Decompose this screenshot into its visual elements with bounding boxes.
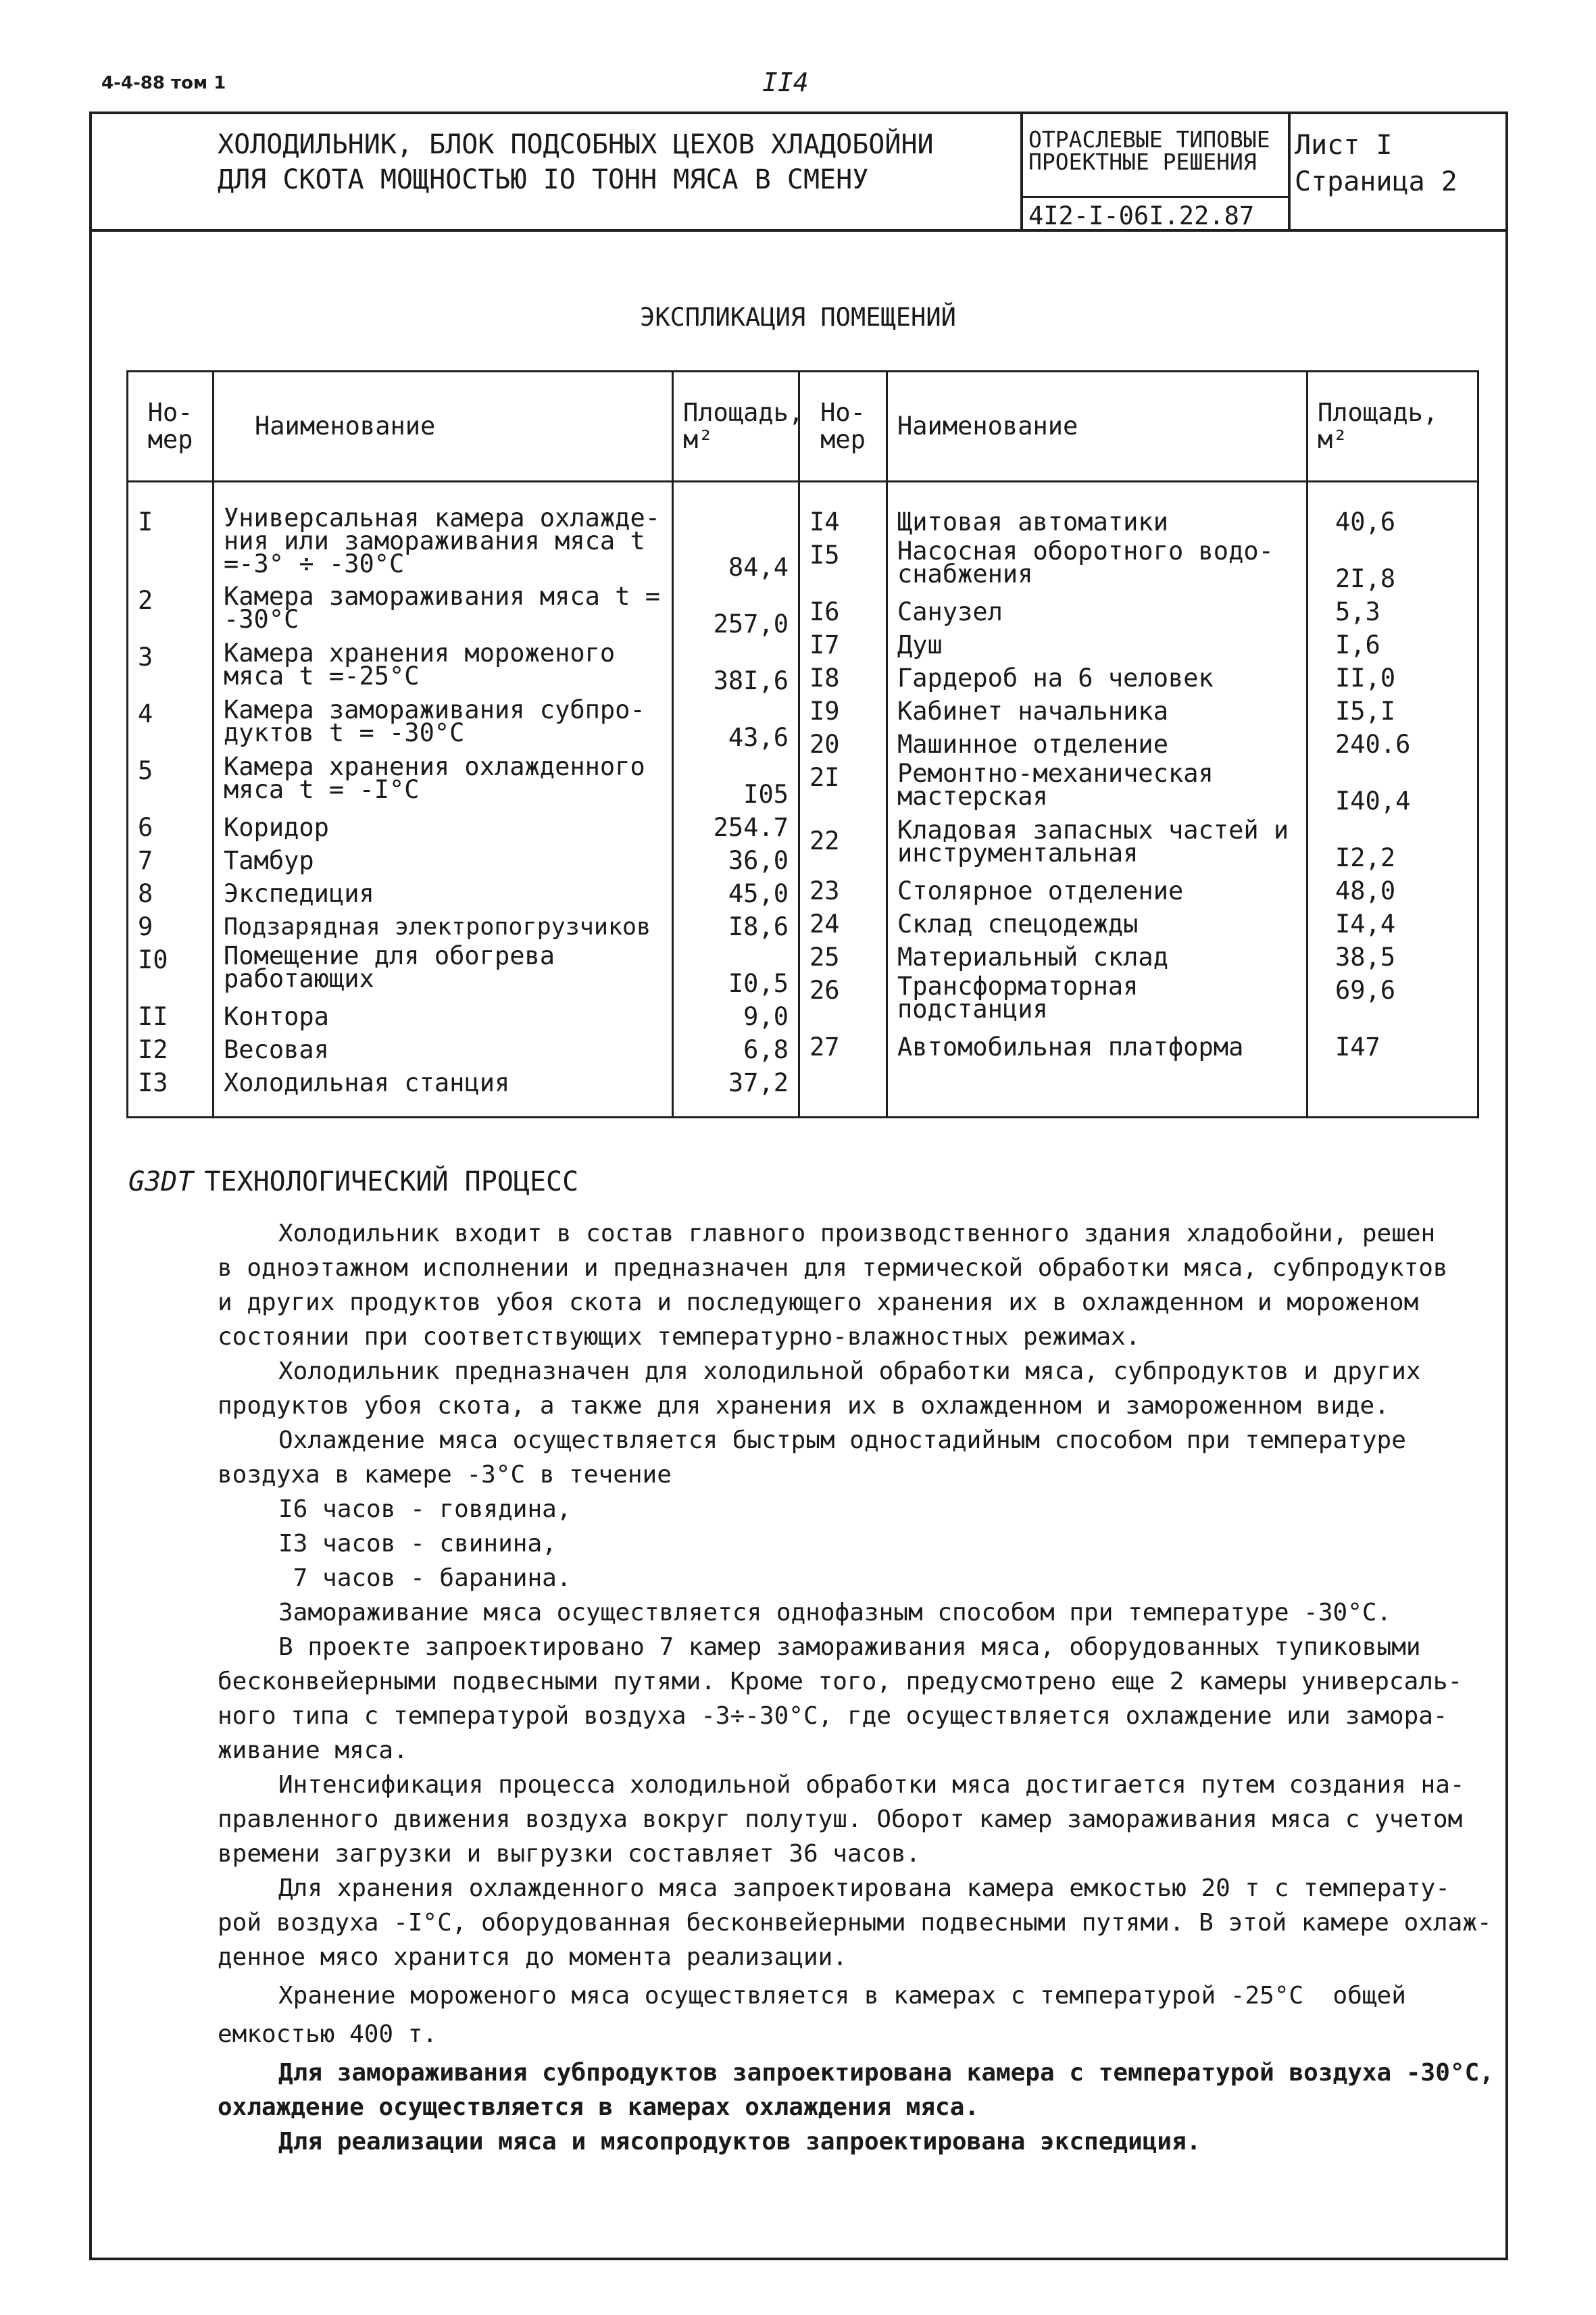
text-line: денное мясо хранится до момента реализации.	[218, 1943, 847, 1971]
room-name: Кладовая запасных частей и инструментальная	[897, 819, 1289, 868]
title-block-divider	[1020, 111, 1023, 232]
col-header-area: Площадь, м²	[1307, 372, 1478, 482]
text-line: В проекте запроектировано 7 камер замораживания мяса, оборудованных тупиковыми	[278, 1633, 1421, 1661]
room-area: 9,0	[743, 1002, 789, 1031]
room-area: I,6	[1335, 630, 1380, 659]
room-name: Автомобильная платформа	[897, 1032, 1244, 1062]
room-area: 254.7	[713, 813, 789, 842]
room-number: 3	[138, 643, 153, 672]
room-name: Тамбур	[224, 846, 314, 875]
room-name: Гардероб на 6 человек	[897, 664, 1214, 693]
room-area: I8,6	[728, 912, 789, 941]
room-area: 240.6	[1335, 730, 1411, 759]
text-line: живание мяса.	[218, 1737, 408, 1764]
room-name: Универсальная камера охлажде-ния или замораживания мяса t =-3° ÷ -30°С	[224, 507, 661, 578]
room-name: Экспедиция	[224, 879, 374, 908]
text-line: емкостью 400 т.	[218, 2020, 438, 2048]
room-area: 36,0	[728, 846, 789, 875]
col-header-number: Но- мер	[799, 372, 887, 482]
text-line: I6 часов - говядина,	[278, 1495, 572, 1523]
title-block-divider	[1023, 196, 1288, 198]
room-name: Коридор	[224, 813, 329, 842]
room-number: 9	[138, 912, 153, 941]
table-header-row	[128, 372, 1478, 482]
text-line: Холодильник предназначен для холодильной обработки мяса, субпродуктов и других	[278, 1358, 1421, 1385]
text-line: Холодильник входит в состав главного производственного здания хладобойни, решен	[278, 1220, 1436, 1247]
room-area: I40,4	[1335, 787, 1411, 816]
room-area: 38I,6	[713, 666, 789, 695]
text-line: Замораживание мяса осуществляется однофазным способом при температуре -30°С.	[278, 1599, 1392, 1626]
room-number: I3	[138, 1068, 168, 1097]
room-number: I8	[809, 664, 840, 693]
room-area: 2I,8	[1335, 564, 1396, 593]
room-number: 27	[809, 1032, 840, 1062]
room-name: Камера замораживания субпро-дуктов t = -30°С	[224, 699, 645, 747]
room-number: 2	[138, 586, 153, 615]
section-title: ТЕХНОЛОГИЧЕСКИЙ ПРОЦЕСС	[204, 1166, 579, 1197]
series-mark: 4-4-88 том 1	[101, 73, 226, 93]
col-header-area: Площадь, м²	[673, 372, 799, 482]
document-category: ОТРАСЛЕВЫЕ ТИПОВЫЕ ПРОЕКТНЫЕ РЕШЕНИЯ	[1028, 126, 1270, 175]
text-line: состоянии при соответствующих температурно-влажностных режимах.	[218, 1323, 1141, 1351]
room-number: 4	[138, 699, 153, 728]
right-name-column	[887, 482, 1307, 1118]
table-body-row	[128, 482, 1478, 1118]
room-name: Щитовая автоматики	[897, 507, 1168, 537]
room-name: Ремонтно-механическая мастерская	[897, 762, 1214, 811]
room-number: I9	[809, 697, 840, 726]
col-header-number: Но- мер	[128, 372, 214, 482]
room-number: I7	[809, 630, 840, 659]
room-number: 6	[138, 813, 153, 842]
room-number: I2	[138, 1035, 168, 1064]
room-number: 20	[809, 730, 840, 759]
room-area: 45,0	[728, 879, 789, 908]
page-label: Страница 2	[1295, 166, 1457, 197]
room-area: 38,5	[1335, 943, 1396, 972]
room-area: 40,6	[1335, 507, 1396, 537]
text-line: Хранение мороженого мяса осуществляется в камерах с температурой -25°С общей	[278, 1982, 1406, 2010]
text-line: времени загрузки и выгрузки составляет 36 часов.	[218, 1840, 921, 1868]
room-area: I05	[743, 780, 789, 809]
room-name: Контора	[224, 1002, 329, 1031]
room-number: I6	[809, 597, 840, 626]
col-header-name: Наименование	[214, 372, 673, 482]
room-area: II,0	[1335, 664, 1396, 693]
text-line: в одноэтажном исполнении и предназначен для термической обработки мяса, субпродуктов	[218, 1254, 1448, 1282]
room-number: 23	[809, 876, 840, 905]
room-number: I4	[809, 507, 840, 537]
room-area: 84,4	[728, 553, 789, 582]
left-area-column	[673, 482, 799, 1118]
room-number: 24	[809, 910, 840, 939]
left-number-column	[128, 482, 214, 1118]
explication-heading: ЭКСПЛИКАЦИЯ ПОМЕЩЕНИЙ	[640, 303, 956, 332]
room-name: Кабинет начальника	[897, 697, 1168, 726]
text-line: Для хранения охлажденного мяса запроектирована камера емкостью 20 т с температу-	[278, 1874, 1450, 1902]
room-number: 22	[809, 826, 840, 855]
room-number: II	[138, 1002, 168, 1031]
room-name: Помещение для обогрева работающих	[224, 945, 555, 993]
room-area: 5,3	[1335, 597, 1380, 626]
room-name: Санузел	[897, 597, 1003, 626]
room-area: I47	[1335, 1032, 1380, 1062]
page-number: II4	[762, 68, 809, 97]
room-name: Камера замораживания мяса t = -30°С	[224, 585, 661, 634]
room-number: I	[138, 507, 153, 537]
title-block-divider	[1288, 111, 1291, 232]
text-line: Интенсификация процесса холодильной обработки мяса достигается путем создания на-	[278, 1771, 1465, 1799]
room-area: I4,4	[1335, 910, 1396, 939]
text-line: рой воздуха -I°С, оборудованная бесконвейерными подвесными путями. В этой камере охлаж-	[218, 1909, 1492, 1937]
text-line: ного типа с температурой воздуха -3÷-30°С, где осуществляется охлаждение или замора-	[218, 1702, 1448, 1730]
room-number: 26	[809, 976, 840, 1005]
room-area: 43,6	[728, 723, 789, 752]
room-name: Трансформаторная подстанция	[897, 975, 1139, 1024]
room-area: 48,0	[1335, 876, 1396, 905]
left-name-column	[214, 482, 673, 1118]
room-name: Склад спецодежды	[897, 910, 1139, 939]
room-name: Материальный склад	[897, 943, 1168, 972]
text-line: Для замораживания субпродуктов запроектирована камера с температурой воздуха -30°С,	[278, 2059, 1494, 2087]
explication-table	[126, 370, 1479, 1118]
room-number: I5	[809, 541, 840, 570]
text-line: бесконвейерными подвесными путями. Кроме того, предусмотрено еще 2 камеры универсаль-	[218, 1668, 1463, 1695]
text-line: охлаждение осуществляется в камерах охлаждения мяса.	[218, 2093, 980, 2121]
room-area: 37,2	[728, 1068, 789, 1097]
room-name: Холодильная станция	[224, 1068, 510, 1097]
sheet-number: Лист I	[1295, 130, 1393, 161]
room-number: 7	[138, 846, 153, 875]
text-line: Охлаждение мяса осуществляется быстрым одностадийным способом при температуре	[278, 1426, 1406, 1454]
sheet-info	[1295, 127, 1457, 200]
room-name: Камера хранения мороженого мяса t =-25°С	[224, 642, 616, 691]
document-title: ХОЛОДИЛЬНИК, БЛОК ПОДСОБНЫХ ЦЕХОВ ХЛАДОБОЙНИ ДЛЯ СКОТА МОЩНОСТЬЮ IO ТОНН МЯСА В СМЕНУ	[218, 129, 934, 195]
right-area-column	[1307, 482, 1478, 1118]
right-number-column	[799, 482, 887, 1118]
room-name: Машинное отделение	[897, 730, 1168, 759]
room-number: 25	[809, 943, 840, 972]
room-name: Душ	[897, 630, 943, 659]
room-area: 257,0	[713, 609, 789, 639]
room-area: I0,5	[728, 969, 789, 998]
text-line: воздуха в камере -3°С в течение	[218, 1461, 672, 1489]
room-name: Камера хранения охлажденного мяса t = -I°С	[224, 755, 645, 804]
room-name: Подзарядная электропогрузчиков	[224, 914, 651, 941]
room-area: I5,I	[1335, 697, 1396, 726]
room-name: Весовая	[224, 1035, 329, 1064]
room-area: I2,2	[1335, 843, 1396, 872]
text-line: I3 часов - свинина,	[278, 1530, 557, 1558]
room-number: 8	[138, 879, 153, 908]
text-line: и других продуктов убоя скота и последующего хранения их в охлажденном и мороженом	[218, 1289, 1419, 1316]
room-number: 2I	[809, 763, 840, 792]
section-heading	[128, 1166, 578, 1197]
text-line: 7 часов - баранина.	[278, 1564, 572, 1592]
document-code: 4I2-I-06I.22.87	[1028, 201, 1255, 230]
text-line: правленного движения воздуха вокруг полутуш. Оборот камер замораживания мяса с учетом	[218, 1806, 1463, 1833]
process-text	[218, 1216, 1494, 2159]
room-name: Столярное отделение	[897, 876, 1184, 905]
section-mark: G3DT	[128, 1166, 194, 1197]
room-number: 5	[138, 756, 153, 785]
room-area: 6,8	[743, 1035, 789, 1064]
room-area: 69,6	[1335, 976, 1396, 1005]
room-name: Насосная оборотного водо-снабжения	[897, 540, 1274, 589]
text-line: продуктов убоя скота, а также для хранения их в охлажденном и замороженном виде.	[218, 1392, 1389, 1420]
col-header-name: Наименование	[887, 372, 1307, 482]
room-number: I0	[138, 945, 168, 974]
text-line: Для реализации мяса и мясопродуктов запроектирована экспедиция.	[278, 2128, 1201, 2156]
